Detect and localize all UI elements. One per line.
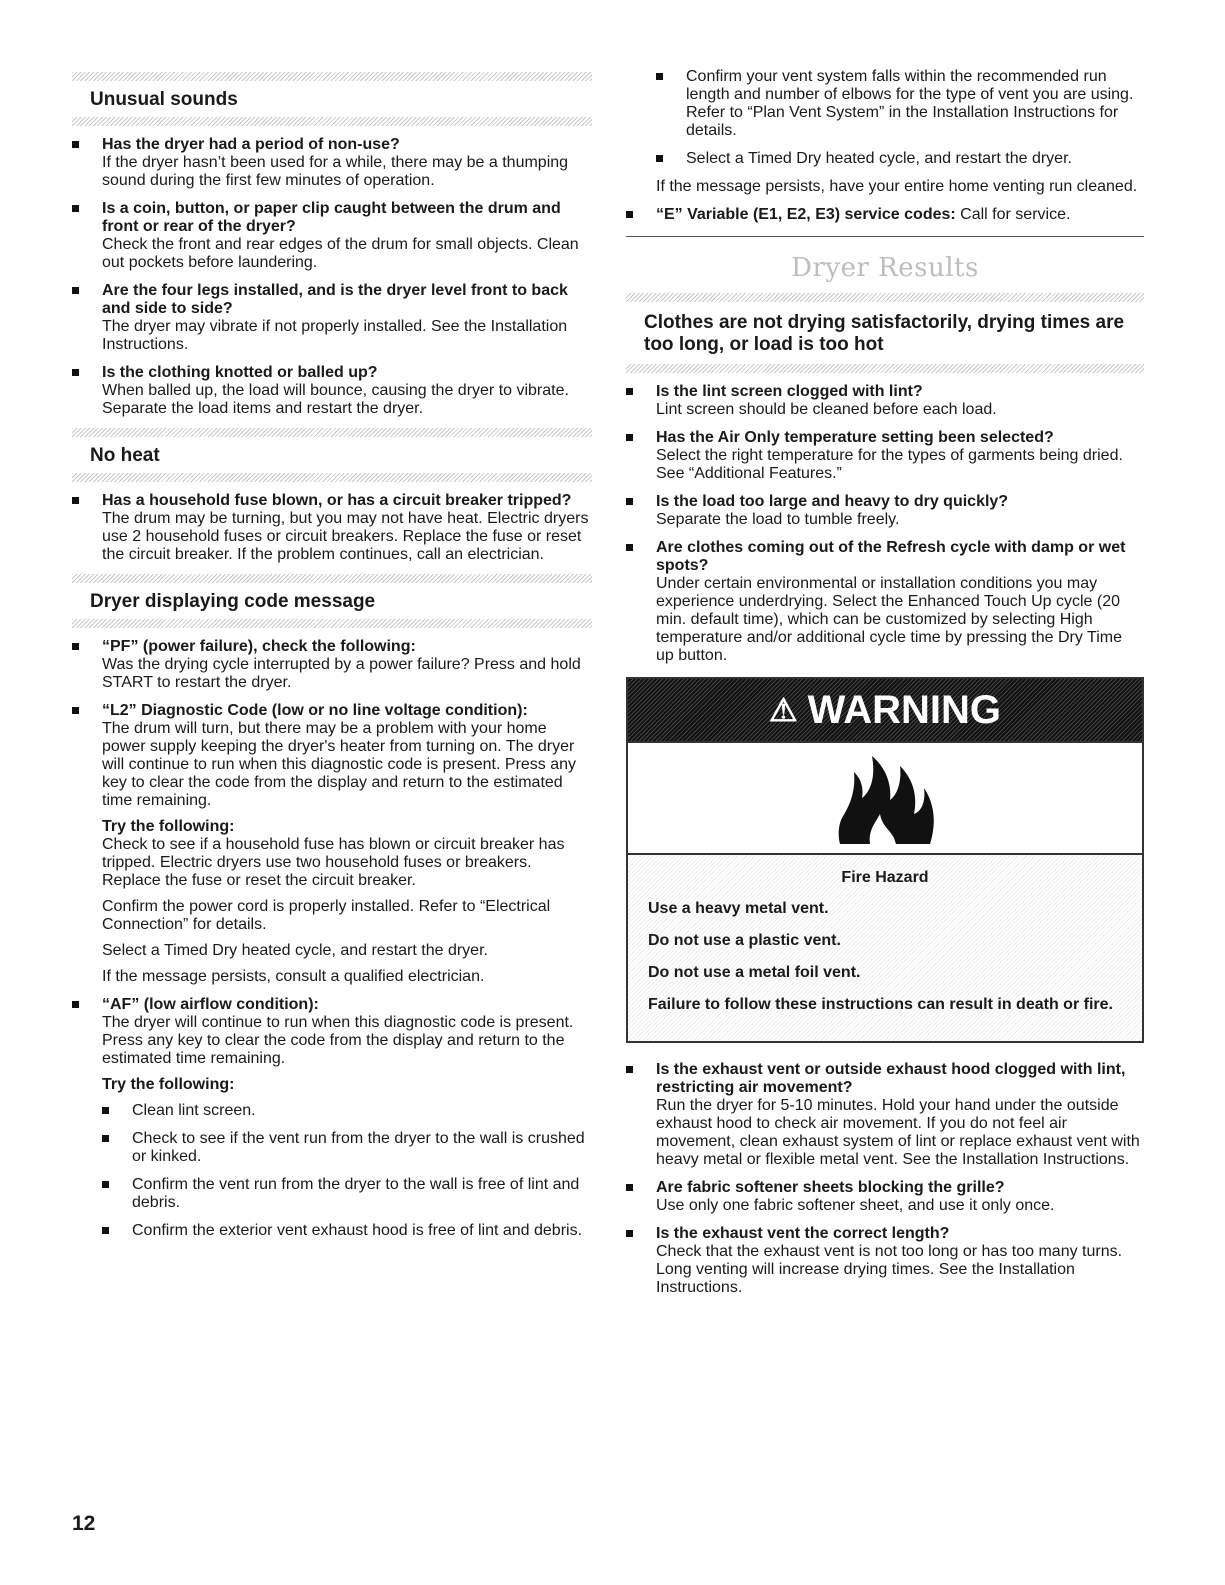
answer: Check that the exhaust vent is not too long or has too many turns. Long venting will increase drying times. See the Installation Instructions. [656, 1243, 1123, 1296]
answer: Run the dryer for 5-10 minutes. Hold your hand under the outside exhaust hood to check air movement. If you do not feel air movement, clean exhaust system of lint or replace exhaust vent with heavy metal or flexible metal vent. See the Installation Instructions. [656, 1097, 1140, 1168]
warning-line: Use a heavy metal vent. [648, 900, 829, 917]
list-item [626, 1061, 1144, 1169]
e-code-text: Call for service. [955, 206, 1071, 223]
answer: Select the right temperature for the types of garments being dried. See “Additional Features.” [656, 447, 1123, 482]
list-item [626, 1225, 1144, 1297]
warning-line: Do not use a plastic vent. [648, 932, 841, 949]
answer: Use only one fabric softener sheet, and use it only once. [656, 1197, 1055, 1214]
question: Has the Air Only temperature setting been selected? [656, 429, 1054, 446]
right-column [626, 64, 1144, 1307]
question: Has a household fuse blown, or has a circuit breaker tripped? [102, 492, 572, 509]
answer: If the dryer hasn’t been used for a while, there may be a thumping sound during the first few minutes of operation. [102, 154, 569, 189]
section-no-heat [72, 428, 592, 482]
sub-list-item: Confirm your vent system falls within the recommended run length and number of elbows for the type of vent you are using. Refer to “Plan Vent System” in the Installation Instructions for details. [656, 68, 1144, 140]
clothes-not-drying-heading: Clothes are not drying satisfactorily, drying times are too long, or load is too hot [644, 312, 1125, 355]
answer: The dryer may vibrate if not properly installed. See the Installation Instructions. [102, 318, 568, 353]
question: Is a coin, button, or paper clip caught between the drum and front or rear of the dryer? [102, 200, 561, 235]
list-item [626, 493, 1144, 529]
warning-banner [628, 679, 1142, 743]
question: “PF” (power failure), check the following: [102, 638, 416, 655]
list-item [72, 136, 592, 190]
list-item [626, 206, 1144, 224]
unusual-sounds-list [72, 136, 592, 418]
question: Is the exhaust vent or outside exhaust hood clogged with lint, restricting air movement? [656, 1061, 1126, 1096]
drying-list [626, 383, 1144, 665]
warning-line: Do not use a metal foil vent. [648, 964, 861, 981]
question: Is the load too large and heavy to dry quickly? [656, 493, 1009, 510]
question: Are clothes coming out of the Refresh cycle with damp or wet spots? [656, 539, 1126, 574]
answer: Lint screen should be cleaned before each load. [656, 401, 997, 418]
sub-list-item: Clean lint screen. [102, 1102, 592, 1120]
sub-list-item: Select a Timed Dry heated cycle, and restart the dryer. [656, 150, 1144, 168]
try-following-title: Try the following: [102, 1076, 235, 1093]
hatch-divider [72, 619, 592, 628]
fire-hazard-icon [820, 748, 950, 848]
continued-paragraph: If the message persists, have your entire home venting run cleaned. [656, 178, 1138, 195]
question: Is the clothing knotted or balled up? [102, 364, 378, 381]
e-code-label: “E” Variable (E1, E2, E3) service codes: [656, 206, 956, 223]
answer: Check the front and rear edges of the drum for small objects. Clean out pockets before laundering. [102, 236, 579, 271]
section-title: Unusual sounds [90, 89, 238, 110]
question: Are the four legs installed, and is the dryer level front to back and side to side? [102, 282, 568, 317]
warning-triangle-icon: ⚠ [768, 692, 798, 728]
sub-list-item: Confirm the vent run from the dryer to the wall is free of lint and debris. [102, 1176, 592, 1212]
list-item [72, 638, 592, 692]
question: Is the lint screen clogged with lint? [656, 383, 923, 400]
section-unusual-sounds [72, 72, 592, 126]
answer: Under certain environmental or installation conditions you may experience underdrying. Select the Enhanced Touch Up cycle (20 min. default time), which can be customized by selecting High temperature and/or additional cycle time by pressing the Dry Time up button. [656, 575, 1122, 664]
section-title: Dryer displaying code message [90, 591, 376, 612]
hatch-divider [626, 293, 1144, 302]
dryer-results-title: Dryer Results [791, 253, 979, 283]
exhaust-list [626, 1061, 1144, 1297]
section-rule [626, 236, 1144, 237]
list-item [72, 492, 592, 564]
answer: Was the drying cycle interrupted by a power failure? Press and hold START to restart the dryer. [102, 656, 581, 691]
fire-hazard-title: Fire Hazard [841, 869, 929, 886]
paragraph: Confirm the power cord is properly installed. Refer to “Electrical Connection” for details. [102, 898, 551, 933]
flame-area [628, 743, 1142, 855]
e-code-list [626, 206, 1144, 224]
question: Are fabric softener sheets blocking the grille? [656, 1179, 1005, 1196]
list-item [72, 364, 592, 418]
no-heat-list [72, 492, 592, 564]
paragraph: Select a Timed Dry heated cycle, and restart the dryer. [102, 942, 488, 959]
sub-list-item: Confirm the exterior vent exhaust hood is free of lint and debris. [102, 1222, 592, 1240]
warning-text [628, 855, 1142, 1041]
page-number: 12 [72, 1512, 96, 1535]
paragraph: Check to see if a household fuse has blown or circuit breaker has tripped. Electric dryers use two household fuses or breakers. Replace the fuse or reset the circuit breaker. [102, 836, 565, 889]
continued-sub-list [656, 68, 1144, 168]
hatch-divider [72, 117, 592, 126]
try-following-title: Try the following: [102, 818, 235, 835]
list-item [626, 539, 1144, 665]
list-item [72, 996, 592, 1240]
list-item [626, 429, 1144, 483]
answer: The drum will turn, but there may be a problem with your home power supply keeping the dryer's heater from turning on. The dryer will continue to run when this diagnostic code is present. Press any key to clear the code from the display and return to the estimated time remaining. [102, 720, 577, 809]
list-item [72, 702, 592, 986]
question: Is the exhaust vent the correct length? [656, 1225, 950, 1242]
warning-line: Failure to follow these instructions can result in death or fire. [648, 996, 1113, 1013]
hatch-divider [72, 574, 592, 583]
answer: Separate the load to tumble freely. [656, 511, 900, 528]
question: “L2” Diagnostic Code (low or no line voltage condition): [102, 702, 528, 719]
hatch-divider [72, 473, 592, 482]
question: “AF” (low airflow condition): [102, 996, 319, 1013]
hatch-divider [72, 428, 592, 437]
list-item [72, 200, 592, 272]
section-code-message [72, 574, 592, 628]
hatch-divider [72, 72, 592, 81]
answer: When balled up, the load will bounce, causing the dryer to vibrate. Separate the load items and restart the dryer. [102, 382, 569, 417]
question: Has the dryer had a period of non-use? [102, 136, 400, 153]
code-message-list [72, 638, 592, 1240]
sub-list [102, 1102, 592, 1240]
list-item [626, 383, 1144, 419]
section-title: No heat [90, 445, 160, 466]
list-item [72, 282, 592, 354]
hatch-divider [626, 364, 1144, 373]
answer: The drum may be turning, but you may not have heat. Electric dryers use 2 household fuses or circuit breakers. Replace the fuse or reset the circuit breaker. If the problem continues, call an electrician. [102, 510, 589, 563]
paragraph: If the message persists, consult a qualified electrician. [102, 968, 485, 985]
warning-label: WARNING [807, 687, 1001, 732]
warning-box [626, 677, 1144, 1043]
answer: The dryer will continue to run when this diagnostic code is present. Press any key to clear the code from the display and return to the estimated time remaining. [102, 1014, 574, 1067]
list-item [626, 1179, 1144, 1215]
left-column [72, 64, 592, 1250]
sub-list-item: Check to see if the vent run from the dryer to the wall is crushed or kinked. [102, 1130, 592, 1166]
